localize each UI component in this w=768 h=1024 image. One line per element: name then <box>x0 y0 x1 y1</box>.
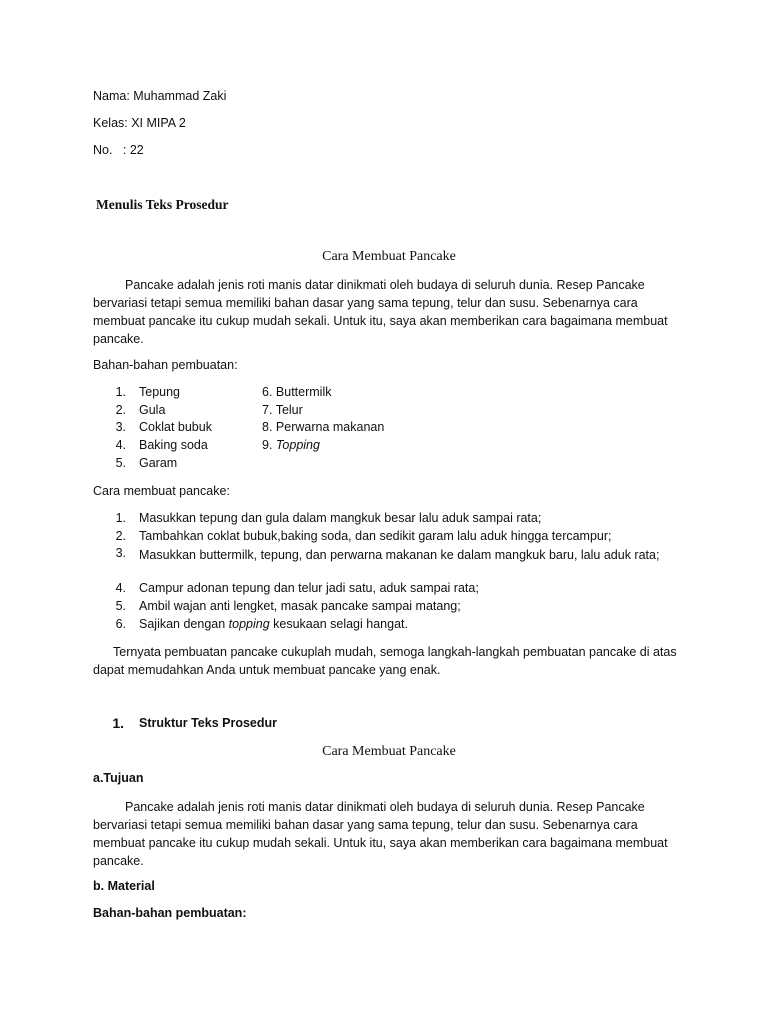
list-item: Tepung <box>139 385 181 399</box>
list-item: Garam <box>139 456 178 470</box>
list-item <box>262 438 320 452</box>
step-number: 2. <box>115 529 126 543</box>
list-item-number: 3. <box>115 420 126 434</box>
intro-paragraph: Pancake adalah jenis roti manis datar dinikmati oleh budaya di seluruh dunia. Resep Pancake bervariasi tetapi semua memiliki bahan dasar yang sama tepung, telur dan susu. Sebenarnya cara membuat pancake itu cukup mudah sekali. Untuk itu, saya akan memberikan cara bagaimana membuat pancake. <box>93 278 668 346</box>
list-item-text: Buttermilk <box>275 385 332 399</box>
step-number: 3. <box>115 546 126 560</box>
step-number: 1. <box>115 511 126 525</box>
step-text-before: Sajikan dengan <box>139 617 229 631</box>
intro-paragraph-2: Pancake adalah jenis roti manis datar dinikmati oleh budaya di seluruh dunia. Resep Pancake bervariasi tetapi semua memiliki bahan dasar yang sama tepung, telur dan susu. Sebenarnya cara membuat pancake itu cukup mudah sekali. Untuk itu, saya akan memberikan cara bagaimana membuat pancake. <box>93 800 668 868</box>
list-item: Gula <box>139 403 166 417</box>
student-number: No. : 22 <box>93 143 144 157</box>
list-item-number: 5. <box>115 456 126 470</box>
doc-title: Cara Membuat Pancake <box>322 249 456 264</box>
list-item <box>262 385 332 399</box>
material-heading: b. Material <box>93 879 155 893</box>
step-item: Tambahkan coklat bubuk,baking soda, dan sedikit garam lalu aduk hingga tercampur; <box>139 529 612 543</box>
list-item-number: 6. <box>262 385 273 399</box>
step-number: 4. <box>115 581 126 595</box>
step-item: Masukkan tepung dan gula dalam mangkuk besar lalu aduk sampai rata; <box>139 511 542 525</box>
list-item-number: 1. <box>115 385 126 399</box>
step-item: Masukkan buttermilk, tepung, dan perwarna makanan ke dalam mangkuk baru, lalu aduk rata; <box>139 548 660 562</box>
structure-heading: Struktur Teks Prosedur <box>139 716 278 730</box>
list-item-text: Topping <box>275 438 320 452</box>
list-item-number: 7. <box>262 403 273 417</box>
list-item <box>262 403 303 417</box>
list-item: Coklat bubuk <box>139 420 212 434</box>
steps-heading: Cara membuat pancake: <box>93 484 230 498</box>
list-item: Baking soda <box>139 438 208 452</box>
section-title: Menulis Teks Prosedur <box>96 197 229 212</box>
list-item-text: Telur <box>275 403 303 417</box>
step-text-after: kesukaan selagi hangat. <box>269 617 408 631</box>
ingredients-heading-2: Bahan-bahan pembuatan: <box>93 906 247 920</box>
closing-paragraph: Ternyata pembuatan pancake cukuplah mudah, semoga langkah-langkah pembuatan pancake di atas dapat memudahkan Anda untuk membuat pancake yang enak. <box>93 645 677 677</box>
step-number: 5. <box>115 599 126 613</box>
step-number: 6. <box>115 617 126 631</box>
tujuan-heading: a.Tujuan <box>93 771 144 785</box>
list-item <box>262 420 384 434</box>
structure-number: 1. <box>112 715 124 731</box>
ingredients-heading: Bahan-bahan pembuatan: <box>93 358 238 372</box>
list-item-text: Perwarna makanan <box>275 420 385 434</box>
list-item-number: 4. <box>115 438 126 452</box>
step-text-italic: topping <box>228 617 270 631</box>
step-item: Campur adonan tepung dan telur jadi satu, aduk sampai rata; <box>139 581 479 595</box>
student-class: Kelas: XI MIPA 2 <box>93 116 186 130</box>
student-name: Nama: Muhammad Zaki <box>93 89 227 103</box>
doc-title-2: Cara Membuat Pancake <box>322 744 456 759</box>
list-item-number: 2. <box>115 403 126 417</box>
list-item-number: 8. <box>262 420 273 434</box>
step-item: Ambil wajan anti lengket, masak pancake sampai matang; <box>139 599 461 613</box>
list-item-number: 9. <box>262 438 273 452</box>
step-item <box>139 617 408 631</box>
